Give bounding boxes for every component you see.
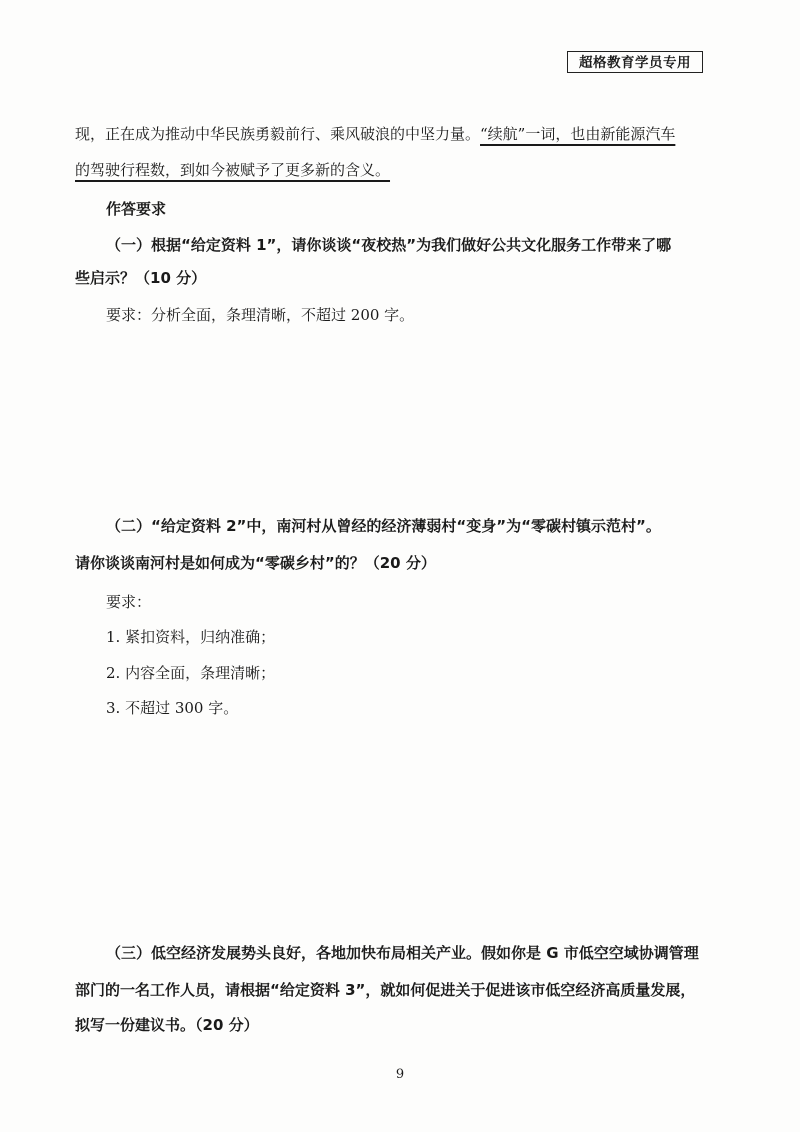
- q2-requirement-item: 3. 不超过 300 字。: [106, 699, 239, 717]
- intro-line-1-underlined: “续航”一词，也由新能源汽车: [480, 125, 676, 143]
- q1-line-2: 些启示？（10 分）: [75, 269, 207, 287]
- section-title: 作答要求: [106, 200, 167, 218]
- q1-line-1: （一）根据“给定资料 1”，请你谈谈“夜校热”为我们做好公共文化服务工作带来了哪: [106, 236, 672, 254]
- student-use-stamp: 超格教育学员专用: [567, 51, 703, 73]
- q2-requirement-item: 1. 紧扣资料，归纳准确；: [106, 628, 276, 646]
- q1-requirement: 要求：分析全面，条理清晰，不超过 200 字。: [106, 306, 415, 324]
- q2-requirement-label: 要求：: [106, 593, 152, 611]
- intro-line-2: 的驾驶行程数，到如今被赋予了更多新的含义。: [75, 161, 391, 179]
- q3-line-3: 拟写一份建议书。（20 分）: [75, 1016, 259, 1034]
- q2-requirement-item: 2. 内容全面，条理清晰；: [106, 664, 276, 682]
- q3-line-2: 部门的一名工作人员，请根据“给定资料 3”，就如何促进关于促进该市低空经济高质量发展，: [75, 981, 696, 999]
- intro-line-1-plain: 现，正在成为推动中华民族勇毅前行、乘风破浪的中坚力量。: [75, 125, 481, 143]
- page-number: 9: [395, 1067, 405, 1082]
- q3-line-1: （三）低空经济发展势头良好，各地加快布局相关产业。假如你是 G 市低空空域协调管理: [106, 944, 699, 962]
- intro-line-1: [75, 124, 675, 144]
- q2-line-2: 请你谈谈南河村是如何成为“零碳乡村”的？（20 分）: [75, 554, 436, 572]
- q2-line-1: （二）“给定资料 2”中，南河村从曾经的经济薄弱村“变身”为“零碳村镇示范村”。: [106, 517, 661, 535]
